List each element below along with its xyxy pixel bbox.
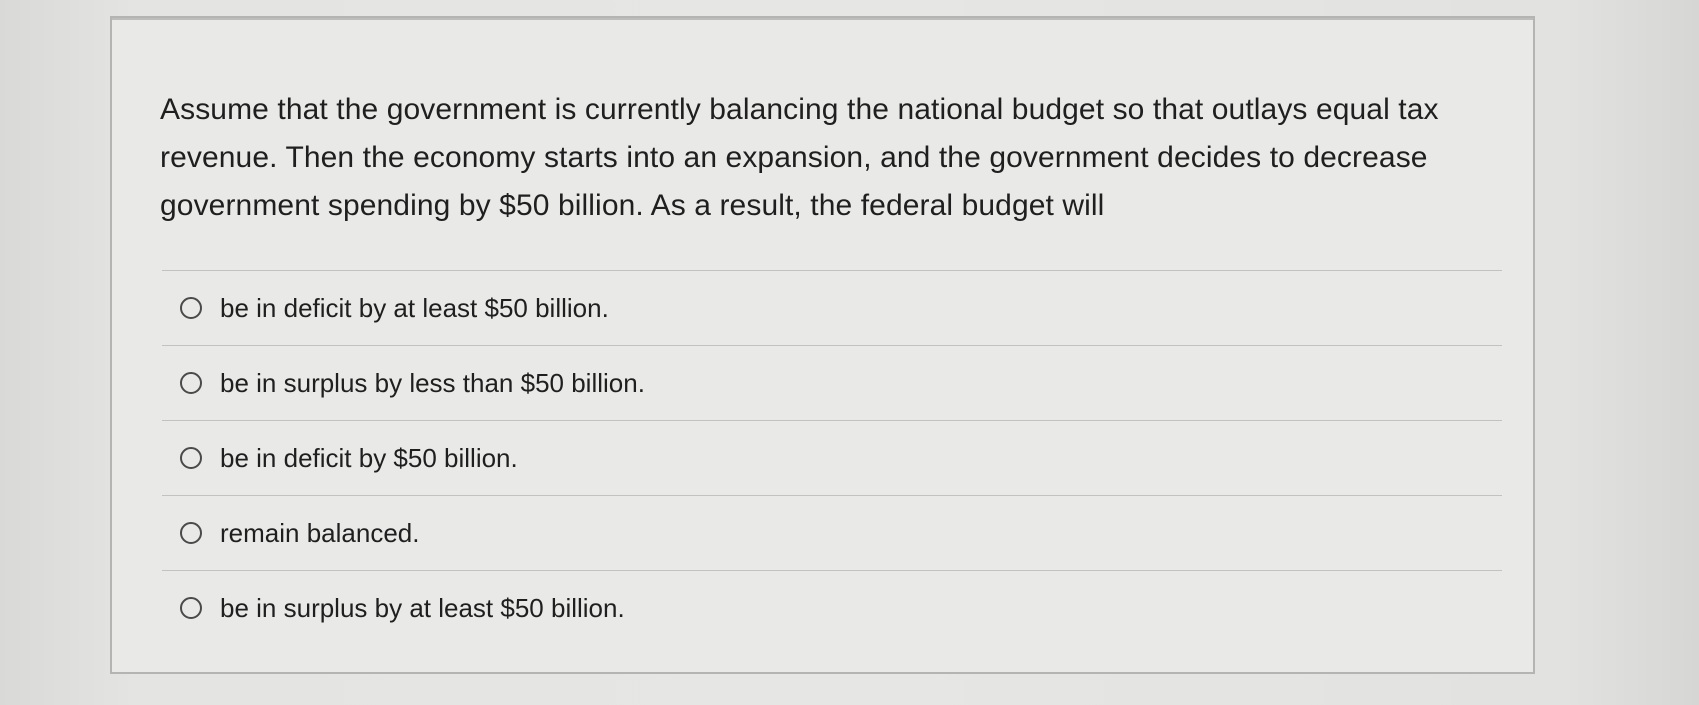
top-divider (112, 18, 1533, 20)
answer-label: be in surplus by at least $50 billion. (220, 592, 625, 623)
answer-list (162, 270, 1502, 645)
answer-option-4[interactable] (162, 496, 1502, 570)
answer-label: remain balanced. (220, 517, 420, 548)
radio-button[interactable] (180, 447, 202, 469)
radio-button[interactable] (180, 372, 202, 394)
radio-button[interactable] (180, 522, 202, 544)
answer-option-1[interactable] (162, 271, 1502, 345)
question-text: Assume that the government is currently balancing the national budget so that outlays equal tax revenue. Then the economy starts into an expansion, and the government decides to decrease government spending by $50 billion. As a result, the federal budget will (160, 93, 1439, 222)
answer-label: be in surplus by less than $50 billion. (220, 367, 645, 398)
radio-button[interactable] (180, 297, 202, 319)
answer-option-2[interactable] (162, 346, 1502, 420)
answer-label: be in deficit by at least $50 billion. (220, 292, 609, 323)
answer-option-5[interactable] (162, 571, 1502, 645)
radio-button[interactable] (180, 597, 202, 619)
question-card (110, 16, 1535, 674)
answer-label: be in deficit by $50 billion. (220, 442, 518, 473)
answer-option-3[interactable] (162, 421, 1502, 495)
